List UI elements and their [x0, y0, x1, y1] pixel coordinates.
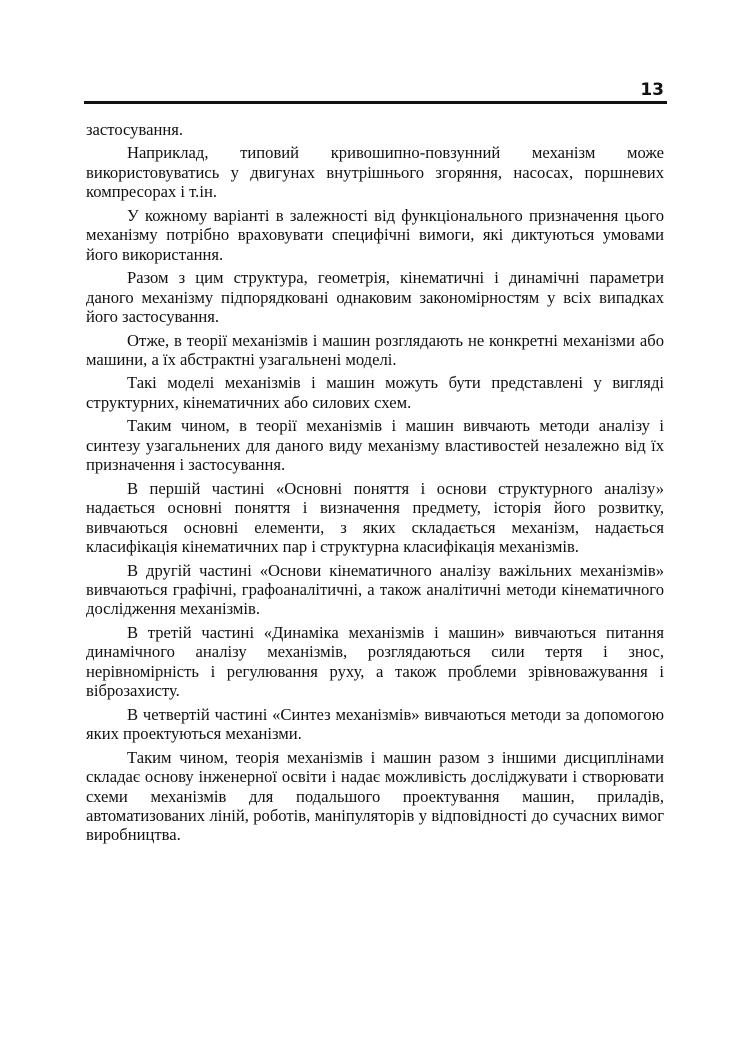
paragraph: Наприклад, типовий кривошипно-повзунний механізм може використовуватись у двигунах внутрішнього згоряння, насосах, поршневих компресорах і т.ін. — [86, 143, 664, 202]
paragraph: Таким чином, в теорії механізмів і машин вивчають методи аналізу і синтезу узагальнених для даного виду механізму властивостей незалежно від їх призначення і застосування. — [86, 416, 664, 475]
paragraph: В третій частині «Динаміка механізмів і машин» вивчаються питання динамічного аналізу механізмів, розглядаються сили тертя і знос, нерівномірність і регулювання руху, а також проблеми зрівноважування і віброзахисту. — [86, 622, 664, 701]
page-number: 13 — [640, 80, 664, 100]
paragraph: В четвертій частині «Синтез механізмів» вивчаються методи за допомогою яких проектуються механізми. — [86, 704, 664, 744]
header-rule — [84, 101, 667, 104]
paragraph: Отже, в теорії механізмів і машин розглядають не конкретні механізми або машини, а їх абстрактні узагальнені моделі. — [86, 330, 664, 369]
paragraph: Разом з цим структура, геометрія, кінематичні і динамічні параметри даного механізму підпорядковані однаковим закономірностям у всіх випадках його застосування. — [86, 268, 664, 327]
paragraph: Такі моделі механізмів і машин можуть бути представлені у вигляді структурних, кінематичних або силових схем. — [86, 373, 664, 412]
paragraph: В першій частині «Основні поняття і основи структурного аналізу» надається основні поняття і визначення предмету, історія його розвитку, вивчаються основні елементи, з яких складається механізм, надається класифікація кінематичних пар і структурна класифікація механізмів. — [86, 478, 664, 557]
paragraph: У кожному варіанті в залежності від функціонального призначення цього механізму потрібно враховувати специфічні вимоги, які диктуються умовами його використання. — [86, 205, 664, 264]
paragraph: застосування. — [86, 120, 183, 139]
paragraph: В другій частині «Основи кінематичного аналізу важільних механізмів» вивчаються графічні, графоаналітичні, а також аналітичні методи кінематичного дослідження механізмів. — [86, 560, 664, 619]
body-text — [86, 120, 664, 849]
paragraph: Таким чином, теорія механізмів і машин разом з іншими дисциплінами складає основу інженерної освіти і надає можливість досліджувати і створювати схеми механізмів для подальшого проектування машин, приладів, автоматизованих ліній, роботів, маніпуляторів у відповідності до сучасних вимог виробництва. — [86, 747, 664, 845]
